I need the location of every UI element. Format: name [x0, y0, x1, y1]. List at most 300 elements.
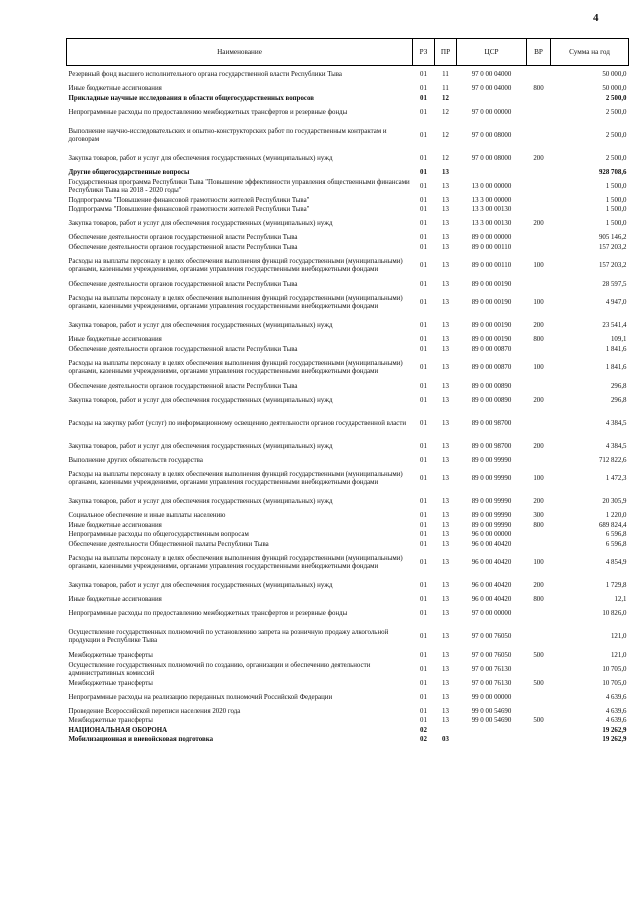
cell-name: НАЦИОНАЛЬНАЯ ОБОРОНА — [68, 726, 168, 734]
cell-vr: 500 — [533, 679, 544, 687]
cell-pr: 12 — [442, 108, 449, 116]
cell-csr: 99 0 00 00000 — [471, 693, 512, 701]
cell-sum: 4 854,9 — [605, 559, 627, 567]
cell-name: Непрограммные расходы на реализацию переданных полномочий Российской Федерации — [68, 693, 333, 701]
cell-name: Непрограммные расходы по общегосударственным вопросам — [68, 531, 249, 539]
cell-pr: 11 — [442, 85, 449, 93]
cell-csr: 13 3 00 00130 — [471, 220, 512, 228]
cell-pr: 13 — [442, 396, 449, 404]
table-row — [67, 540, 629, 550]
cell-name: Закупка товаров, работ и услуг для обеспечения государственных (муниципальных) нужд — [68, 396, 333, 404]
cell-vr: 200 — [533, 498, 544, 506]
cell-rz: 01 — [420, 154, 427, 162]
cell-name: Непрограммные расходы по предоставлению межбюджетных трансфертов и резервные фонды — [68, 610, 348, 618]
cell-pr: 13 — [442, 419, 449, 427]
cell-csr: 89 0 00 98700 — [471, 442, 512, 450]
cell-name: Подпрограмма "Повышение финансовой грамотности жителей Республики Тыва" — [68, 206, 310, 214]
header-sum: Сумма на год — [551, 39, 629, 66]
cell-vr — [527, 382, 551, 392]
cell-csr: 99 0 00 54690 — [471, 717, 512, 725]
cell-name: Осуществление государственных полномочий по установлению запрета на розничную продажу алкогольной продукции в Республике Тыва — [68, 629, 389, 645]
cell-sum: 23 541,4 — [602, 322, 627, 330]
cell-sum: 296,8 — [610, 382, 627, 390]
cell-sum: 905 146,2 — [598, 234, 627, 242]
cell-rz: 01 — [420, 280, 427, 288]
cell-name: Обеспечение деятельности органов государственной власти Республики Тыва — [68, 280, 298, 288]
cell-pr: 13 — [442, 280, 449, 288]
cell-vr: 100 — [533, 475, 544, 483]
cell-pr: 12 — [442, 94, 449, 102]
cell-vr — [527, 94, 551, 104]
cell-rz: 01 — [420, 531, 427, 539]
cell-pr: 13 — [442, 498, 449, 506]
cell-rz: 01 — [420, 168, 427, 176]
cell-pr: 13 — [442, 364, 449, 372]
cell-pr: 13 — [442, 717, 449, 725]
cell-sum: 109,1 — [610, 336, 627, 344]
cell-pr: 13 — [442, 633, 449, 641]
cell-vr — [527, 410, 551, 438]
cell-pr: 13 — [442, 196, 449, 204]
cell-vr: 500 — [533, 651, 544, 659]
cell-name: Обеспечение деятельности органов государственной власти Республики Тыва — [68, 345, 298, 353]
cell-sum: 928 708,6 — [598, 168, 627, 176]
cell-pr: 13 — [442, 345, 449, 353]
cell-rz: 01 — [420, 651, 427, 659]
cell-csr: 89 0 00 99990 — [471, 521, 512, 529]
cell-vr: 800 — [533, 336, 544, 344]
cell-sum: 1 500,0 — [605, 206, 627, 214]
cell-rz: 01 — [420, 582, 427, 590]
cell-csr: 97 0 00 76050 — [471, 651, 512, 659]
cell-vr: 200 — [533, 582, 544, 590]
cell-sum: 6 596,8 — [605, 540, 627, 548]
cell-name: Межбюджетные трансферты — [68, 717, 153, 725]
cell-csr: 89 0 00 98700 — [471, 419, 512, 427]
cell-name: Мобилизационная и вневойсковая подготовка — [68, 736, 214, 744]
cell-sum: 296,8 — [610, 396, 627, 404]
cell-pr: 13 — [442, 243, 449, 251]
table-row — [67, 280, 629, 290]
cell-rz: 01 — [420, 220, 427, 228]
cell-name: Осуществление государственных полномочий по созданию, организации и обеспечению деятельности административных комиссий — [68, 661, 371, 677]
cell-csr — [457, 736, 527, 746]
cell-csr: 89 0 00 00190 — [471, 280, 512, 288]
cell-name: Резервный фонд высшего исполнительного органа государственной власти Республики Тыва — [68, 71, 342, 79]
table-row — [67, 410, 629, 438]
cell-name: Закупка товаров, работ и услуг для обеспечения государственных (муниципальных) нужд — [68, 498, 333, 506]
table-row — [67, 94, 629, 104]
cell-name: Иные бюджетные ассигнования — [68, 85, 162, 93]
table-row — [67, 466, 629, 494]
cell-sum: 20 305,9 — [602, 498, 627, 506]
cell-pr: 13 — [442, 651, 449, 659]
table-row — [67, 577, 629, 596]
table-row — [67, 345, 629, 355]
table-row — [67, 521, 629, 531]
cell-sum: 1 729,8 — [605, 582, 627, 590]
cell-pr: 13 — [442, 596, 449, 604]
cell-name: Иные бюджетные ассигнования — [68, 596, 162, 604]
cell-rz: 01 — [420, 196, 427, 204]
cell-sum: 4 639,6 — [605, 707, 627, 715]
cell-rz: 01 — [420, 71, 427, 79]
cell-pr: 13 — [442, 382, 449, 390]
table-row — [67, 317, 629, 336]
header-vr: ВР — [527, 39, 551, 66]
cell-rz: 01 — [420, 322, 427, 330]
table-row — [67, 66, 629, 85]
cell-csr: 89 0 00 99990 — [471, 512, 512, 520]
table-row — [67, 150, 629, 169]
cell-vr — [527, 345, 551, 355]
cell-name: Выполнение других обязательств государства — [68, 456, 203, 464]
cell-pr: 13 — [442, 693, 449, 701]
cell-rz: 01 — [420, 665, 427, 673]
cell-sum: 10 705,0 — [602, 665, 627, 673]
cell-rz: 01 — [420, 382, 427, 390]
cell-csr: 97 0 00 08000 — [471, 131, 512, 139]
table-row — [67, 679, 629, 689]
cell-csr: 96 0 00 40420 — [471, 596, 512, 604]
cell-pr: 13 — [442, 182, 449, 190]
cell-sum: 157 203,2 — [598, 243, 627, 251]
table-row — [67, 707, 629, 717]
cell-name: Прикладные научные исследования в области общегосударственных вопросов — [68, 94, 314, 102]
cell-vr — [527, 234, 551, 244]
cell-vr: 800 — [533, 521, 544, 529]
cell-csr: 97 0 00 08000 — [471, 154, 512, 162]
table-row — [67, 178, 629, 197]
cell-csr: 89 0 00 00870 — [471, 345, 512, 353]
cell-rz: 01 — [420, 442, 427, 450]
table-row — [67, 717, 629, 727]
table-row — [67, 605, 629, 624]
cell-csr: 89 0 00 00110 — [471, 243, 512, 251]
cell-pr: 13 — [442, 220, 449, 228]
cell-sum: 2 500,0 — [605, 131, 627, 139]
cell-name: Расходы на выплаты персоналу в целях обеспечения выполнения функций государственными (муниципальными) органами, казенными учреждениями, органами управления государственными внебюджетными фондами — [68, 555, 403, 571]
cell-csr: 89 0 00 00190 — [471, 336, 512, 344]
cell-name: Межбюджетные трансферты — [68, 679, 153, 687]
cell-sum: 1 841,6 — [605, 345, 627, 353]
cell-pr — [435, 726, 457, 736]
cell-sum: 50 000,0 — [602, 85, 627, 93]
table-row — [67, 456, 629, 466]
cell-pr: 03 — [442, 736, 449, 744]
cell-csr: 97 0 00 04000 — [471, 71, 512, 79]
cell-vr — [527, 280, 551, 290]
table-row — [67, 624, 629, 652]
cell-rz: 01 — [420, 521, 427, 529]
cell-csr: 96 0 00 40420 — [471, 540, 512, 548]
cell-pr: 13 — [442, 540, 449, 548]
cell-pr: 13 — [442, 475, 449, 483]
cell-csr: 96 0 00 40420 — [471, 559, 512, 567]
cell-vr — [527, 736, 551, 746]
cell-rz: 01 — [420, 345, 427, 353]
cell-pr: 12 — [442, 154, 449, 162]
cell-rz: 01 — [420, 131, 427, 139]
cell-csr: 97 0 00 76130 — [471, 679, 512, 687]
cell-sum: 121,0 — [610, 651, 627, 659]
cell-sum: 712 822,6 — [598, 456, 627, 464]
cell-vr — [527, 689, 551, 708]
cell-csr: 89 0 00 99990 — [471, 475, 512, 483]
cell-csr: 13 0 00 00000 — [471, 182, 512, 190]
cell-rz: 01 — [420, 456, 427, 464]
cell-rz: 01 — [420, 633, 427, 641]
cell-vr — [527, 661, 551, 680]
budget-table — [66, 38, 629, 745]
cell-rz: 01 — [420, 419, 427, 427]
cell-name: Обеспечение деятельности Общественной палаты Республики Тыва — [68, 540, 269, 548]
table-row — [67, 382, 629, 392]
cell-name: Другие общегосударственные вопросы — [68, 168, 190, 176]
cell-rz: 01 — [420, 85, 427, 93]
cell-rz: 01 — [420, 693, 427, 701]
cell-rz: 01 — [420, 498, 427, 506]
cell-csr: 89 0 00 99990 — [471, 456, 512, 464]
cell-sum: 19 262,9 — [602, 736, 627, 744]
table-body — [67, 66, 629, 746]
table-header — [67, 39, 629, 66]
cell-sum: 1 841,6 — [605, 364, 627, 372]
cell-csr: 99 0 00 54690 — [471, 707, 512, 715]
cell-csr: 89 0 00 00000 — [471, 234, 512, 242]
cell-name: Обеспечение деятельности органов государственной власти Республики Тыва — [68, 382, 298, 390]
page-number: 4 — [593, 12, 599, 24]
cell-vr: 200 — [533, 322, 544, 330]
cell-name: Закупка товаров, работ и услуг для обеспечения государственных (муниципальных) нужд — [68, 322, 333, 330]
cell-sum: 1 472,3 — [605, 475, 627, 483]
cell-vr: 100 — [533, 364, 544, 372]
cell-name: Межбюджетные трансферты — [68, 651, 153, 659]
cell-csr: 89 0 00 00190 — [471, 322, 512, 330]
table-row — [67, 689, 629, 708]
cell-vr — [527, 66, 551, 85]
cell-vr — [527, 726, 551, 736]
cell-vr: 800 — [533, 85, 544, 93]
header-pr: ПР — [435, 39, 457, 66]
cell-name: Иные бюджетные ассигнования — [68, 521, 162, 529]
cell-csr: 89 0 00 00190 — [471, 299, 512, 307]
cell-pr: 13 — [442, 610, 449, 618]
cell-rz: 01 — [420, 596, 427, 604]
cell-rz: 01 — [420, 336, 427, 344]
cell-sum: 50 000,0 — [602, 71, 627, 79]
cell-rz: 02 — [420, 726, 427, 734]
cell-sum: 28 597,5 — [602, 280, 627, 288]
cell-pr: 13 — [442, 322, 449, 330]
cell-name: Подпрограмма "Повышение финансовой грамотности жителей Республики Тыва" — [68, 196, 310, 204]
cell-rz: 01 — [420, 707, 427, 715]
table-row — [67, 290, 629, 318]
cell-pr: 11 — [442, 71, 449, 79]
cell-vr: 200 — [533, 442, 544, 450]
cell-sum: 4 947,0 — [605, 299, 627, 307]
table-row — [67, 253, 629, 281]
cell-pr: 13 — [442, 299, 449, 307]
cell-sum: 4 384,5 — [605, 442, 627, 450]
cell-csr: 97 0 00 76050 — [471, 633, 512, 641]
cell-sum: 4 639,6 — [605, 693, 627, 701]
table-row — [67, 736, 629, 746]
cell-vr: 100 — [533, 262, 544, 270]
cell-csr: 96 0 00 40420 — [471, 582, 512, 590]
cell-csr: 97 0 00 76130 — [471, 665, 512, 673]
cell-rz: 01 — [420, 243, 427, 251]
cell-vr: 200 — [533, 396, 544, 404]
cell-csr: 96 0 00 00000 — [471, 531, 512, 539]
table-row — [67, 215, 629, 234]
cell-name: Государственная программа Республики Тыва "Повышение эффективности управления общественными финансами Республики Тыва на 2018 - 2020 годы" — [68, 178, 410, 194]
cell-vr — [527, 196, 551, 206]
cell-name: Расходы на выплаты персоналу в целях обеспечения выполнения функций государственными (муниципальными) органами, казенными учреждениями, органами управления государственными внебюджетными фондами — [68, 471, 403, 487]
cell-name: Расходы на закупку работ (услуг) по информационному освещению деятельности органов государственной власти — [68, 419, 407, 427]
cell-vr: 300 — [533, 512, 544, 520]
cell-vr: 100 — [533, 299, 544, 307]
cell-vr: 200 — [533, 220, 544, 228]
cell-sum: 2 500,0 — [605, 94, 627, 102]
table-row — [67, 512, 629, 522]
cell-rz: 01 — [420, 299, 427, 307]
table-row — [67, 85, 629, 95]
table-row — [67, 726, 629, 736]
cell-vr — [527, 540, 551, 550]
cell-vr — [527, 707, 551, 717]
cell-name: Закупка товаров, работ и услуг для обеспечения государственных (муниципальных) нужд — [68, 220, 333, 228]
cell-vr: 500 — [533, 717, 544, 725]
cell-csr: 89 0 00 99990 — [471, 498, 512, 506]
table-row — [67, 651, 629, 661]
cell-csr: 89 0 00 00890 — [471, 396, 512, 404]
table-row — [67, 596, 629, 606]
header-csr: ЦСР — [457, 39, 527, 66]
cell-rz: 01 — [420, 364, 427, 372]
table-row — [67, 234, 629, 244]
table-row — [67, 355, 629, 383]
cell-vr: 100 — [533, 559, 544, 567]
cell-vr — [527, 206, 551, 216]
header-name: Наименование — [67, 39, 413, 66]
cell-csr — [457, 94, 527, 104]
cell-name: Расходы на выплаты персоналу в целях обеспечения выполнения функций государственными (муниципальными) органами, казенными учреждениями, органами управления государственными внебюджетными фондами — [68, 360, 403, 376]
cell-sum: 10 705,0 — [602, 679, 627, 687]
cell-pr: 13 — [442, 206, 449, 214]
cell-rz: 01 — [420, 182, 427, 190]
cell-name: Расходы на выплаты персоналу в целях обеспечения выполнения функций государственными (муниципальными) органами, казенными учреждениями, органами управления государственными внебюджетными фондами — [68, 295, 403, 311]
cell-pr: 13 — [442, 707, 449, 715]
cell-rz: 02 — [420, 736, 427, 744]
cell-name: Обеспечение деятельности органов государственной власти Республики Тыва — [68, 234, 298, 242]
cell-pr: 13 — [442, 336, 449, 344]
cell-sum: 2 500,0 — [605, 108, 627, 116]
cell-rz: 01 — [420, 475, 427, 483]
table-row — [67, 196, 629, 206]
cell-sum: 1 220,0 — [605, 512, 627, 520]
cell-rz: 01 — [420, 559, 427, 567]
cell-vr — [527, 104, 551, 123]
cell-csr: 97 0 00 04000 — [471, 85, 512, 93]
table-row — [67, 531, 629, 541]
cell-csr: 89 0 00 00870 — [471, 364, 512, 372]
cell-pr: 13 — [442, 521, 449, 529]
cell-sum: 1 500,0 — [605, 196, 627, 204]
cell-csr: 89 0 00 00110 — [471, 262, 512, 270]
cell-name: Расходы на выплаты персоналу в целях обеспечения выполнения функций государственными (муниципальными) органами, казенными учреждениями, органами управления государственными внебюджетными фондами — [68, 258, 403, 274]
cell-rz: 01 — [420, 234, 427, 242]
cell-sum: 1 500,0 — [605, 220, 627, 228]
cell-csr — [457, 168, 527, 178]
cell-name: Выполнение научно-исследовательских и опытно-конструкторских работ по государственным контрактам и договорам — [68, 127, 387, 143]
cell-name: Закупка товаров, работ и услуг для обеспечения государственных (муниципальных) нужд — [68, 442, 333, 450]
table-row — [67, 206, 629, 216]
cell-sum: 689 824,4 — [598, 521, 627, 529]
cell-vr — [527, 605, 551, 624]
table-row — [67, 550, 629, 578]
table-row — [67, 122, 629, 150]
cell-pr: 13 — [442, 679, 449, 687]
cell-pr: 13 — [442, 531, 449, 539]
cell-rz: 01 — [420, 717, 427, 725]
cell-name: Иные бюджетные ассигнования — [68, 336, 162, 344]
cell-vr — [527, 456, 551, 466]
cell-rz: 01 — [420, 94, 427, 102]
cell-name: Обеспечение деятельности органов государственной власти Республики Тыва — [68, 243, 298, 251]
table-row — [67, 661, 629, 680]
cell-csr: 97 0 00 00000 — [471, 610, 512, 618]
cell-pr: 13 — [442, 559, 449, 567]
cell-vr — [527, 122, 551, 150]
cell-pr: 13 — [442, 512, 449, 520]
cell-vr — [527, 168, 551, 178]
cell-sum: 6 596,8 — [605, 531, 627, 539]
table-row — [67, 336, 629, 346]
cell-pr: 13 — [442, 665, 449, 673]
cell-pr: 13 — [442, 262, 449, 270]
cell-vr: 800 — [533, 596, 544, 604]
cell-sum: 10 826,0 — [602, 610, 627, 618]
cell-vr — [527, 624, 551, 652]
cell-rz: 01 — [420, 679, 427, 687]
cell-sum: 2 500,0 — [605, 154, 627, 162]
cell-sum: 157 203,2 — [598, 262, 627, 270]
cell-sum: 4 384,5 — [605, 419, 627, 427]
cell-vr: 200 — [533, 154, 544, 162]
cell-rz: 01 — [420, 396, 427, 404]
cell-csr — [457, 726, 527, 736]
cell-pr: 12 — [442, 131, 449, 139]
cell-csr: 89 0 00 00890 — [471, 382, 512, 390]
table-row — [67, 104, 629, 123]
cell-csr: 97 0 00 00000 — [471, 108, 512, 116]
cell-name: Закупка товаров, работ и услуг для обеспечения государственных (муниципальных) нужд — [68, 582, 333, 590]
table-row — [67, 243, 629, 253]
cell-rz: 01 — [420, 108, 427, 116]
cell-rz: 01 — [420, 512, 427, 520]
cell-rz: 01 — [420, 540, 427, 548]
cell-pr: 13 — [442, 582, 449, 590]
cell-vr — [527, 178, 551, 197]
cell-name: Социальное обеспечение и иные выплаты населению — [68, 512, 226, 520]
cell-vr — [527, 243, 551, 253]
cell-csr: 13 3 00 00000 — [471, 196, 512, 204]
cell-rz: 01 — [420, 262, 427, 270]
cell-name: Проведение Всероссийской переписи населения 2020 года — [68, 707, 241, 715]
cell-sum: 121,0 — [610, 633, 627, 641]
cell-csr: 13 3 00 00130 — [471, 206, 512, 214]
